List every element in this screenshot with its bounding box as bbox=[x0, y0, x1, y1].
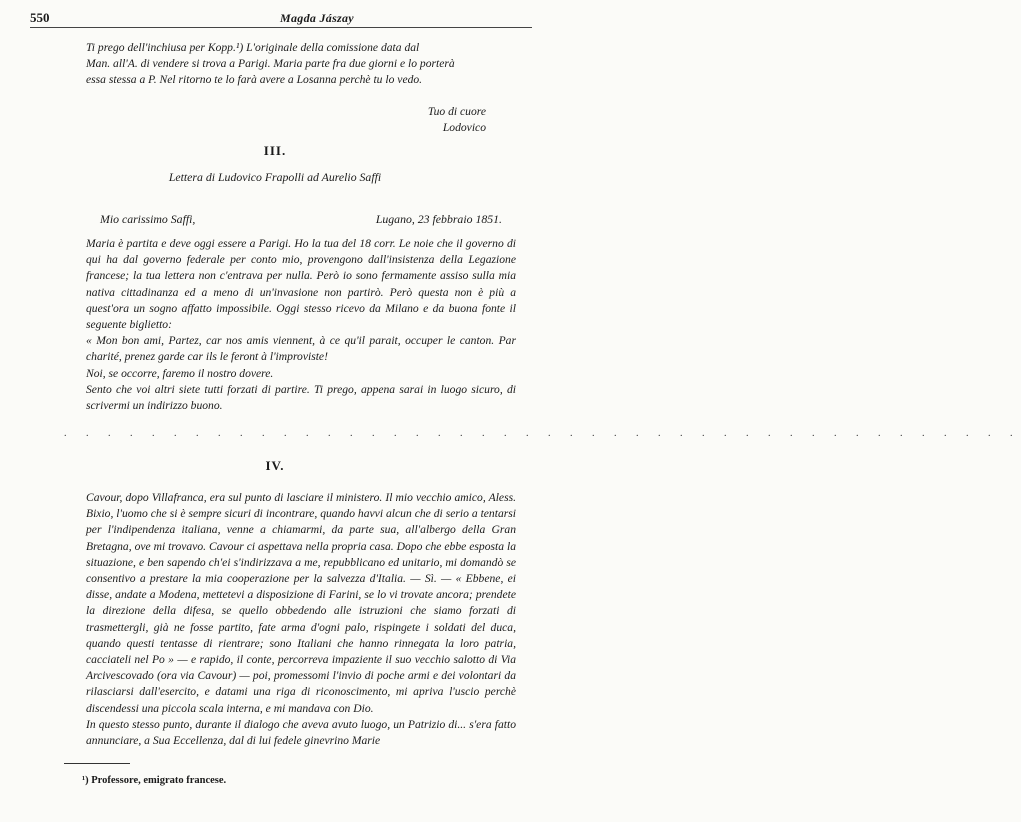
page-number: 550 bbox=[30, 10, 50, 25]
letter-ii-line: Ti prego dell'inchiusa per Kopp.¹) L'originale della comissione data dal bbox=[86, 41, 420, 54]
running-header bbox=[30, 10, 532, 26]
footnote: ¹) Professore, emigrato francese. bbox=[82, 775, 227, 786]
paragraph: Cavour, dopo Villafranca, era sul punto di lasciare il ministero. Il mio vecchio amico, Aless. Bixio, l'uomo che si è sempre sicuri di incontrare, quando havvi alcun che di serio a tentarsi per l'indipendenza italiana, venne a chiamarmi, da parte sua, all'albergo della Gran Bretagna, ove mi trovavo. Cavour ci aspettava nella propria casa. Dopo che ebbe esposta la situazione, e ben sapendo ch'ei s'indirizzava a me, repubblicano ed unitario, mi domandò se consentivo a prestare la mia cooperazione per la salvezza d'Italia. — Sì. — « Ebbene, ei disse, andate a Modena, mettetevi a disposizione di Farini, se lo vi trovate ancora; prendete la direzione della difesa, se quello obbedendo alle istruzioni che siamo forzati di trasmettergli, già ne fosse partito, fate arma d'ogni palo, rispingete i soldati del duca, quando questi tentasse di rientrare; sono Italiani che hanno rinnegata la loro patria, cacciateli nel Po » — e rapido, il conte, percorreva impaziente il suo vecchio salotto di Via Arcivescovado (ora via Cavour) — poi, promessomi l'invio di poche armi e dei volontari da rilasciarsi dall'esercito, e datami una riga di riconoscimento, mi apriva l'uscio perchè discendessi una piccola scala interna, e mi mandava con Dio. bbox=[86, 491, 516, 715]
place-date: Lugano, 23 febbraio 1851. bbox=[375, 212, 502, 226]
dotted-separator: . . . . . . . . . . . . . . . . . . . . . . . . . . . . . . . . . . . . . . . . . . . . bbox=[64, 428, 1021, 439]
paragraph: Maria è partita e deve oggi essere a Parigi. Ho la tua del 18 corr. Le noie che il governo di qui ha dal governo federale per conto mio, provengono dall'insistenza della Legazione francese; la tua lettera non c'entrava per nulla. Però io sono fermamente assiso sulla mia nativa cittadinanza ed a meno di un'invasione non partirò. Però questa non è più a quest'ora un sogno affatto impossibile. Oggi stesso ricevo da Milano e da buona fonte il seguente biglietto: bbox=[86, 237, 516, 332]
footnote-rule bbox=[64, 763, 130, 764]
letter-ii-line: Man. all'A. di vendere si trova a Parigi. Maria parte fra due giorni e lo porterà bbox=[86, 57, 455, 71]
greeting: Mio carissimo Saffi, bbox=[100, 212, 196, 226]
signature: Lodovico bbox=[442, 121, 486, 134]
paragraph: Noi, se occorre, faremo il nostro dovere. bbox=[86, 366, 274, 380]
closing-salutation: Tuo di cuore bbox=[427, 105, 486, 118]
letter-greeting-line bbox=[100, 212, 502, 227]
letter-ii-ending bbox=[86, 40, 516, 89]
letter-ii-line: essa stessa a P. Nel ritorno te lo farà avere a Losanna perchè tu lo vedo. bbox=[86, 73, 423, 87]
header-rule bbox=[30, 27, 532, 28]
letter-ii-signoff bbox=[428, 104, 486, 136]
running-title: Magda Jászay bbox=[280, 11, 354, 25]
section-numeral-iv: IV. bbox=[265, 458, 285, 473]
quoted-note: « Mon bon ami, Partez, car nos amis viennent, à ce qu'il parait, occuper le canton. Par charité, prenez garde car ils le feront à l'improviste! bbox=[86, 334, 516, 364]
paragraph: In questo stesso punto, durante il dialogo che aveva avuto luogo, un Patrizio di... s'era fatto annunciare, a Sua Eccellenza, dal di lui fedele ginevrino Marie bbox=[86, 717, 516, 748]
section-iii-body bbox=[86, 236, 516, 414]
paragraph: Sento che voi altri siete tutti forzati di partire. Ti prego, appena sarai in luogo sicuro, di scrivermi un indirizzo buono. bbox=[86, 382, 516, 413]
section-iii-title: Lettera di Ludovico Frapolli ad Aurelio Saffi bbox=[168, 170, 382, 184]
section-iv-body bbox=[86, 490, 516, 749]
section-numeral-iii: III. bbox=[263, 143, 287, 158]
